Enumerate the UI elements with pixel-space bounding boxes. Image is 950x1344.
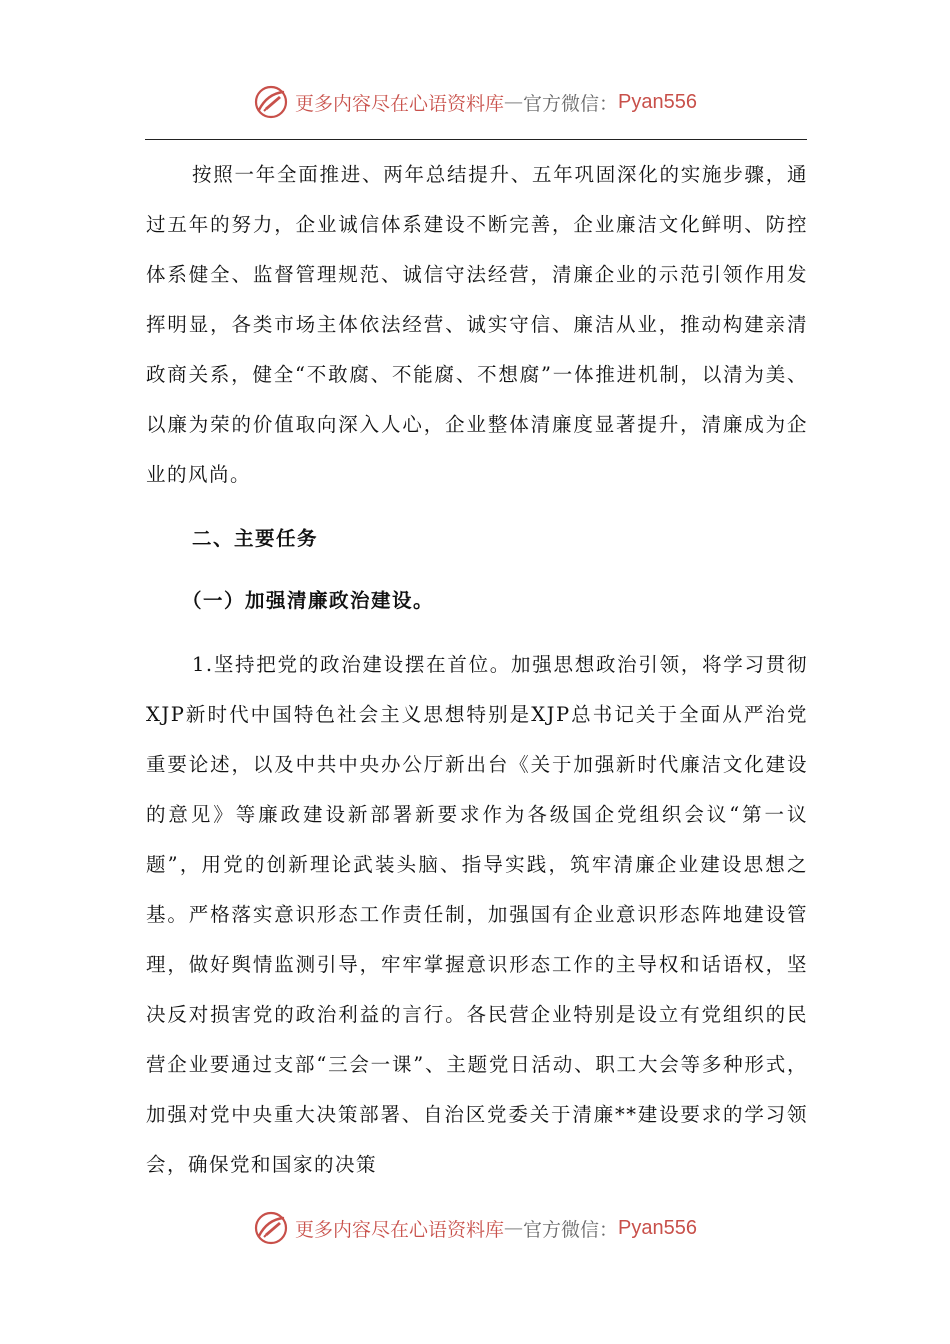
- watermark-label: 官方微信：: [523, 1218, 619, 1241]
- header-divider: [145, 139, 807, 140]
- document-body: [146, 150, 808, 1190]
- sub-heading: （一）加强清廉政治建设。: [182, 589, 435, 612]
- watermark-site-text: 更多内容尽在心语资料库: [295, 92, 505, 115]
- pen-logo-icon: [253, 1210, 289, 1246]
- intro-paragraph: 按照一年全面推进、两年总结提升、五年巩固深化的实施步骤，通过五年的努力，企业诚信体系建设不断完善，企业廉洁文化鲜明、防控体系健全、监督管理规范、诚信守法经营，清廉企业的示范引领作用发挥明显，各类市场主体依法经营、诚实守信、廉洁从业，推动构建亲清政商关系，健全“不敢腐、不能腐、不想腐”一体推进机制，以清为美、以廉为荣的价值取向深入人心，企业整体清廉度显著提升，清廉成为企业的风尚。: [146, 163, 808, 486]
- watermark-wechat-id: Pyan556: [618, 1216, 697, 1239]
- item-1-paragraph: 1.坚持把党的政治建设摆在首位。加强思想政治引领，将学习贯彻XJP新时代中国特色社会主义思想特别是XJP总书记关于全面从严治党重要论述，以及中共中央办公厅新出台《关于加强新时代廉洁文化建设的意见》等廉政建设新部署新要求作为各级国企党组织会议“第一议题”，用党的创新理论武装头脑、指导实践，筑牢清廉企业建设思想之基。严格落实意识形态工作责任制，加强国有企业意识形态阵地建设管理，做好舆情监测引导，牢牢掌握意识形态工作的主导权和话语权，坚决反对损害党的政治利益的言行。各民营企业特别是设立有党组织的民营企业要通过支部“三会一课”、主题党日活动、职工大会等多种形式，加强对党中央重大决策部署、自治区党委关于清廉**建设要求的学习领会，确保党和国家的决策: [146, 653, 808, 1176]
- header-watermark: [0, 82, 950, 122]
- section-heading: 二、主要任务: [192, 527, 319, 550]
- watermark-dash: —: [504, 1217, 524, 1239]
- watermark-site-text: 更多内容尽在心语资料库: [295, 1218, 505, 1241]
- pen-logo-icon: [253, 84, 289, 120]
- footer-watermark: [0, 1208, 950, 1248]
- watermark-label: 官方微信：: [523, 92, 619, 115]
- watermark-dash: —: [504, 91, 524, 113]
- watermark-wechat-id: Pyan556: [618, 90, 697, 113]
